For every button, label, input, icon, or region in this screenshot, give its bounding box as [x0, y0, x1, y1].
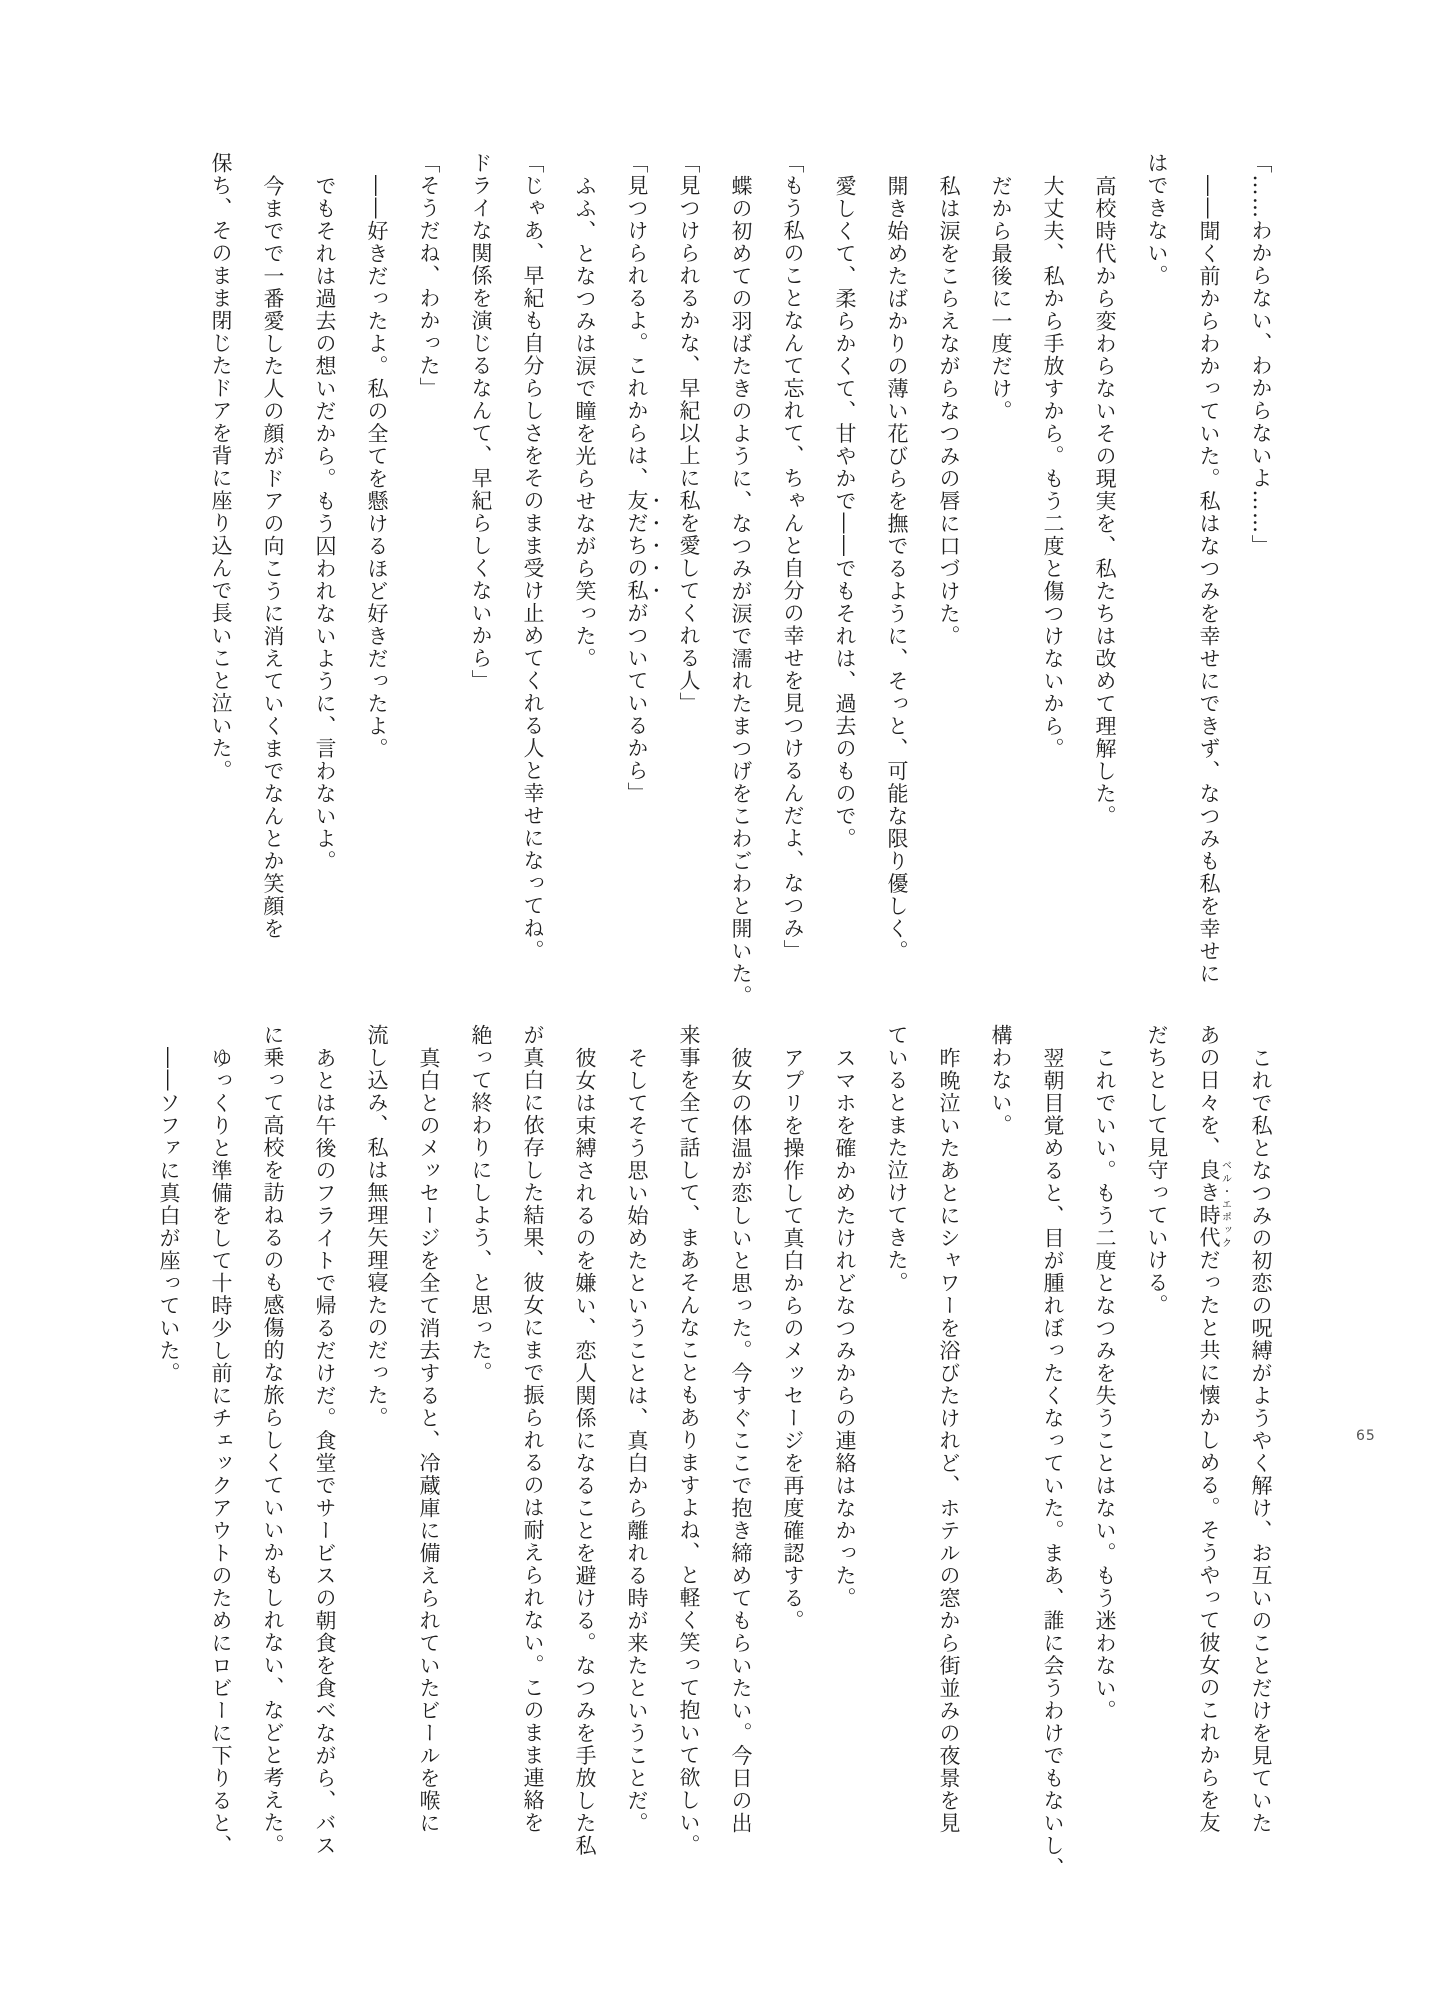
page-number: 65 — [1356, 1428, 1376, 1444]
text-column: ゆっくりと準備をして十時少し前にチェックアウトのためにロビーに下りると、 — [209, 1047, 233, 1857]
text-column: ――好きだったよ。私の全てを懸けるほど好きだったよ。 — [365, 175, 389, 760]
text-column: ているとまた泣けてきた。 — [885, 1024, 909, 1294]
text-column: 「じゃあ、早紀も自分らしさをそのまま受け止めてくれる人と幸せになってね。 — [521, 152, 545, 962]
text-column: 蝶の初めての羽ばたきのように、なつみが涙で濡れたまつげをこわごわと開いた。 — [729, 175, 753, 1008]
text-column: 愛しくて、柔らかくて、甘やかで――でもそれは、過去のもので。 — [833, 175, 857, 850]
text-column: 来事を全て話して、まあそんなこともありますよね、と軽く笑って抱いて欲しい。 — [677, 1024, 701, 1857]
text-column: アプリを操作して真白からのメッセージを再度確認する。 — [781, 1047, 805, 1632]
text-column: 「……わからない、わからないよ……」 — [1249, 152, 1273, 557]
text-column: 彼女は束縛されるのを嫌い、恋人関係になることを避ける。なつみを手放した私 — [573, 1047, 597, 1857]
text-column: スマホを確かめたけれどなつみからの連絡はなかった。 — [833, 1047, 857, 1610]
text-column: ――聞く前からわかっていた。私はなつみを幸せにできず、なつみも私を幸せに — [1197, 175, 1221, 985]
emphasized-text: 友だちの私 — [625, 489, 649, 602]
text-column: だちとして見守っていける。 — [1145, 1024, 1169, 1317]
text-column: 開き始めたばかりの薄い花びらを撫でるように、そっと、可能な限り優しく。 — [885, 175, 909, 963]
text-column: ドライな関係を演じるなんて、早紀らしくないから」 — [469, 152, 493, 692]
text-column: あの日々を、良き時代ベル・エポックだったと共に懐かしめる。そうやって彼女のこれからを友 — [1197, 1024, 1231, 1834]
text-column: 「見つけられるよ。これからは、友だちの私がついているから」 — [625, 152, 649, 805]
text-column: 真白とのメッセージを全て消去すると、冷蔵庫に備えられていたビールを喉に — [417, 1047, 441, 1835]
text-column: 絶って終わりにしよう、と思った。 — [469, 1024, 493, 1384]
text-column: 「そうだね、わかった」 — [417, 152, 441, 400]
text-column: ――ソファに真白が座っていた。 — [157, 1047, 181, 1385]
text-column: そしてそう思い始めたということは、真白から離れる時が来たということだ。 — [625, 1047, 649, 1835]
text-column: これでいい。もう二度となつみを失うことはない。もう迷わない。 — [1093, 1047, 1117, 1722]
text-column: 「もう私のことなんて忘れて、ちゃんと自分の幸せを見つけるんだよ、なつみ」 — [781, 152, 805, 962]
text-column: 私は涙をこらえながらなつみの唇に口づけた。 — [937, 175, 961, 648]
text-column: 昨晩泣いたあとにシャワーを浴びたけれど、ホテルの窓から街並みの夜景を見 — [937, 1047, 961, 1835]
text-column: 高校時代から変わらないその現実を、私たちは改めて理解した。 — [1093, 175, 1117, 828]
text-column: だから最後に一度だけ。 — [989, 175, 1013, 423]
text-column: 大丈夫、私から手放すから。もう二度と傷つけないから。 — [1041, 175, 1065, 760]
text-column: 保ち、そのまま閉じたドアを背に座り込んで長いこと泣いた。 — [209, 152, 233, 782]
text-column: はできない。 — [1145, 152, 1169, 287]
text-column: が真白に依存した結果、彼女にまで振られるのは耐えられない。このまま連絡を — [521, 1024, 545, 1834]
bottom-text-band — [143, 1024, 1287, 1879]
ruby-annotation: 良き時代ベル・エポック — [1197, 1159, 1231, 1249]
top-text-band — [195, 152, 1287, 1008]
text-column: 彼女の体温が恋しいと思った。今すぐここで抱き締めてもらいたい。今日の出 — [729, 1047, 753, 1835]
text-column: 「見つけられるかな、早紀以上に私を愛してくれる人」 — [677, 152, 701, 715]
text-column: ふふ、となつみは涙で瞳を光らせながら笑った。 — [573, 175, 597, 670]
text-column: 構わない。 — [989, 1024, 1013, 1137]
text-column: 今までで一番愛した人の顔がドアの向こうに消えていくまでなんとか笑顔を — [261, 175, 285, 940]
text-column: 流し込み、私は無理矢理寝たのだった。 — [365, 1024, 389, 1429]
text-column: に乗って高校を訪ねるのも感傷的な旅らしくていいかもしれない、などと考えた。 — [261, 1024, 285, 1857]
text-column: あとは午後のフライトで帰るだけだ。食堂でサービスの朝食を食べながら、バス — [313, 1047, 337, 1857]
text-column: でもそれは過去の想いだから。もう囚われないように、言わないよ。 — [313, 175, 337, 873]
text-column: 翌朝目覚めると、目が腫れぼったくなっていた。まあ、誰に会うわけでもないし、 — [1041, 1047, 1065, 1880]
text-column: これで私となつみの初恋の呪縛がようやく解け、お互いのことだけを見ていた — [1249, 1047, 1273, 1835]
